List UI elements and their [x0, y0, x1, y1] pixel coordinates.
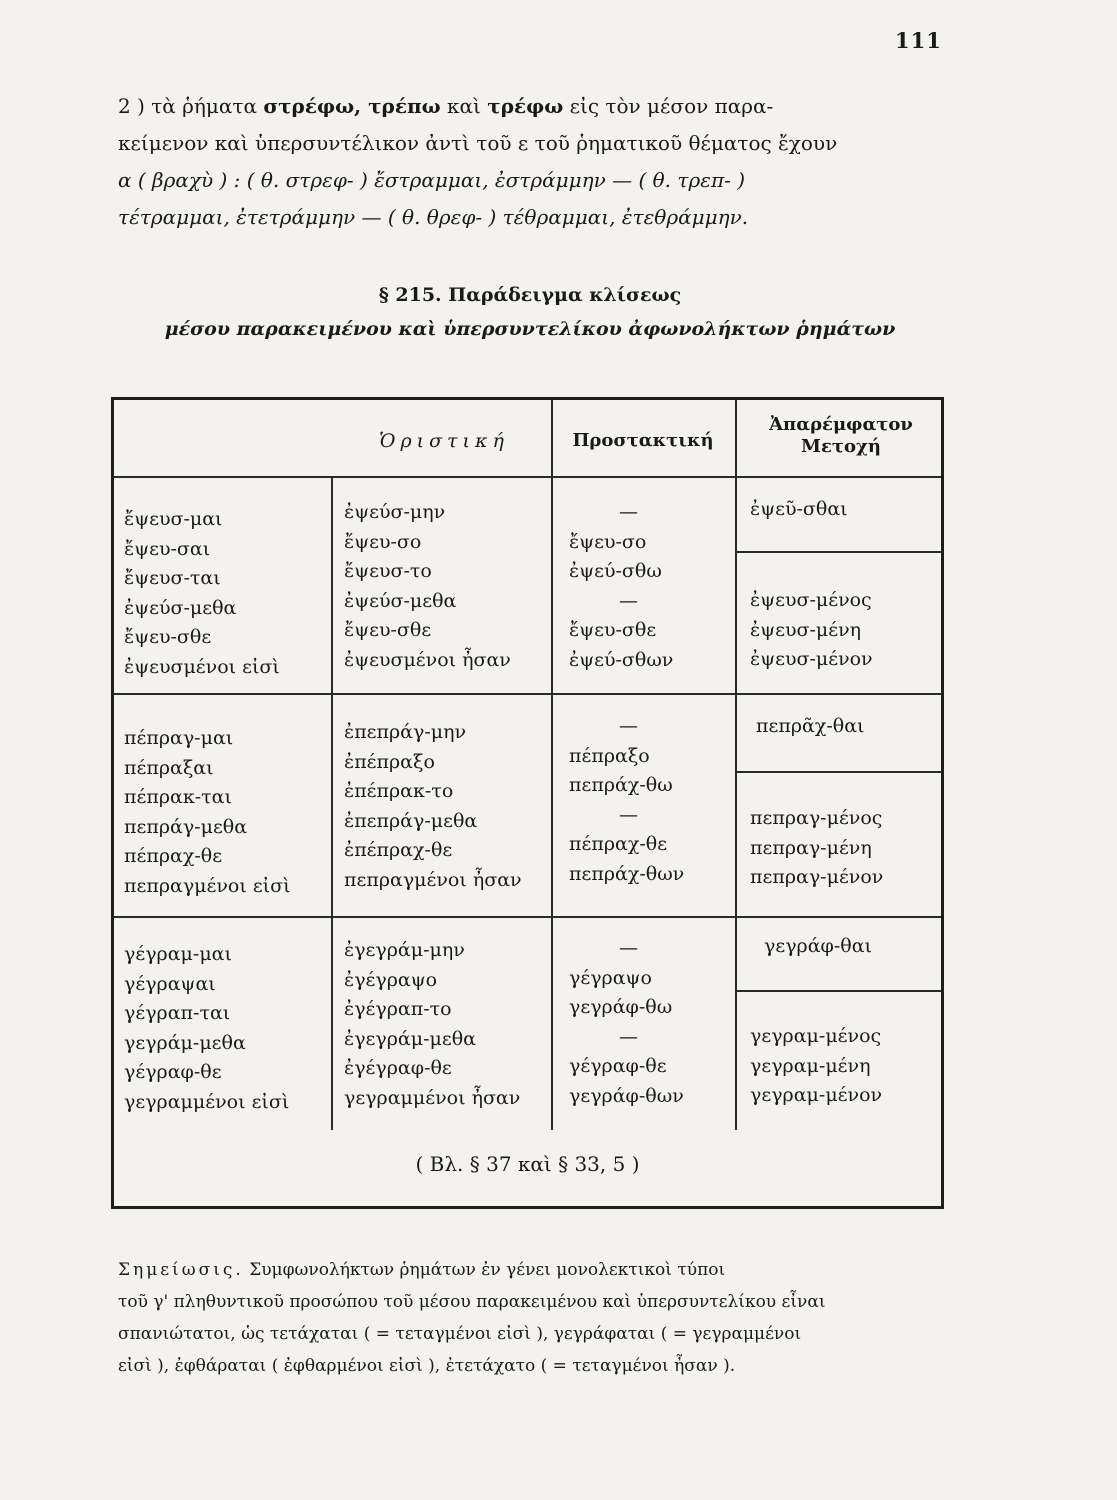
group-3-participle	[750, 1022, 882, 1111]
table-cell: πεπραγμένοι ἦσαν	[344, 868, 522, 891]
note-line-1	[118, 1254, 963, 1286]
table-cell: —	[619, 501, 638, 523]
table-cell: ἐψεύ-σθων	[569, 648, 674, 671]
table-cell: ἐγέγραφ-θε	[344, 1057, 452, 1079]
table-cell: πέπραχ-θε	[124, 845, 223, 867]
table-cell: ἐψευσμένοι ἦσαν	[344, 648, 511, 671]
note-text: Συμφωνολήκτων ῥημάτων ἐν γένει μονολεκτικοὶ τύποι	[249, 1260, 726, 1280]
table-cell: γεγραμ-μένη	[750, 1054, 871, 1077]
group-3-pluperfect	[344, 936, 520, 1113]
table-cell: ἐπέπρακ-το	[344, 780, 454, 802]
table-cell: γέγραμ-μαι	[124, 943, 232, 965]
group-1-pluperfect	[344, 498, 511, 675]
cell-divider	[735, 551, 941, 553]
header-oristiki: Ὁριστική	[379, 430, 509, 452]
table-cell: ἔψευ-σο	[569, 530, 647, 553]
table-cell: ἔψευ-σαι	[124, 537, 211, 560]
table-cell: πεπραγμένοι εἰσὶ	[124, 874, 291, 897]
table-cell: γέγραψαι	[124, 972, 216, 995]
table-cell: ἐψευσ-μένη	[750, 618, 862, 641]
table-cell: πέπραχ-θε	[569, 833, 668, 855]
table-cell: ἐγέγραπ-το	[344, 998, 452, 1020]
intro-paragraph	[118, 88, 948, 236]
intro-line-4: τέτραμμαι, ἐτετράμμην — ( θ. θρεφ- ) τέθραμμαι, ἐτεθράμμην.	[118, 205, 749, 229]
table-cell: ἐπέπραξο	[344, 750, 435, 773]
table-cell: γεγράμ-μεθα	[124, 1031, 246, 1054]
intro-line-2: κείμενον καὶ ὑπερσυντέλικον ἀντὶ τοῦ ε τοῦ ῥηματικοῦ θέματος ἔχουν	[118, 131, 838, 155]
group-2-participle	[750, 804, 883, 893]
table-cell: πεπραγ-μένον	[750, 866, 884, 888]
table-cell: ἔψευσ-ται	[124, 567, 221, 589]
group-2-pluperfect	[344, 718, 522, 895]
table-cell: ἔψευ-σθε	[569, 619, 657, 641]
note-line-2: τοῦ γ' πληθυντικοῦ προσώπου τοῦ μέσου παρακειμένου καὶ ὑπερσυντελίκου εἶναι	[118, 1292, 826, 1312]
table-cell: ἐψεύσ-μην	[344, 501, 446, 523]
group-2-infinitive	[750, 712, 864, 742]
table-cell: ἔψευσ-μαι	[124, 508, 223, 530]
table-cell: —	[619, 803, 638, 826]
header-aparemfaton: Ἀπαρέμφατον	[769, 414, 913, 435]
table-cell: γεγράφ-θων	[569, 1084, 684, 1107]
table-cell: γεγράφ-θω	[569, 996, 673, 1018]
table-cell: πέπραξαι	[124, 756, 214, 779]
group-2-imperative	[569, 712, 684, 889]
intro-bold-verbs: στρέφω, τρέπω	[263, 94, 441, 118]
note-line-4: εἰσὶ ), ἐφθάραται ( ἐφθαρμένοι εἰσὶ ), ἐτετάχατο ( = τεταγμένοι ἦσαν ).	[118, 1356, 736, 1376]
table-cell: ἔψευσ-το	[344, 560, 432, 582]
table-cell: ἐγεγράμ-μην	[344, 939, 465, 961]
table-rule	[114, 1130, 941, 1131]
table-cell: ἐπεπράγ-μην	[344, 721, 467, 743]
header-divider	[114, 476, 941, 478]
table-cell: γεγραμ-μένον	[750, 1084, 883, 1106]
intro-line-1	[118, 88, 948, 125]
table-cell: ἐψεύσ-μεθα	[344, 589, 457, 612]
table-cell: —	[619, 715, 638, 737]
section-title: § 215. Παράδειγμα κλίσεως	[378, 284, 682, 306]
table-cell: γέγραψο	[569, 966, 652, 989]
table-cell: γέγραφ-θε	[569, 1055, 667, 1077]
intro-bold-verb: τρέφω	[487, 94, 564, 118]
table-cell: πεπρᾶχ-θαι	[756, 715, 865, 737]
table-cell: γεγράφ-θαι	[764, 935, 872, 957]
table-cell: ἐψεύσ-μεθα	[124, 596, 237, 619]
page-number: 111	[895, 28, 942, 53]
table-cell: ἐπεπράγ-μεθα	[344, 809, 478, 832]
table-cell: ἔψευ-σθε	[344, 619, 432, 641]
table-cell: ἐγέγραψο	[344, 968, 438, 991]
table-cell: πεπράχ-θων	[569, 862, 685, 885]
table-cell: ἐπέπραχ-θε	[344, 839, 453, 861]
table-cell: ἔψευ-σθε	[124, 626, 212, 648]
table-cell: ἐψευσ-μένον	[750, 648, 873, 670]
table-cell: γεγραμ-μένος	[750, 1025, 882, 1047]
header-prostaktiki: Προστακτική	[572, 430, 714, 451]
table-cell: γεγραμμένοι ἦσαν	[344, 1086, 521, 1109]
header-metochi: Μετοχή	[801, 436, 881, 457]
table-cell: ἐψεύ-σθω	[569, 560, 662, 582]
table-cell: —	[619, 937, 638, 959]
column-divider	[551, 400, 553, 1130]
table-cell: γέγραφ-θε	[124, 1061, 222, 1083]
group-3-infinitive	[750, 932, 872, 962]
section-heading	[140, 278, 920, 346]
table-cell: ἐγεγράμ-μεθα	[344, 1027, 476, 1050]
column-divider	[331, 476, 333, 1130]
intro-text: 2 ) τὰ ῥήματα	[118, 94, 257, 118]
group-divider	[114, 916, 941, 918]
group-1-imperative	[569, 498, 673, 675]
table-cell: ἐψευσ-μένος	[750, 589, 872, 611]
table-cell: γέγραπ-ται	[124, 1002, 231, 1024]
note-label: Σημείωσις.	[118, 1260, 244, 1280]
cell-divider	[735, 771, 941, 773]
column-divider	[735, 400, 737, 1130]
intro-text: εἰς τὸν μέσον παρα-	[569, 94, 774, 118]
group-1-infinitive	[750, 495, 848, 525]
table-reference: ( Βλ. § 37 καὶ § 33, 5 )	[415, 1152, 640, 1176]
group-3-imperative	[569, 934, 684, 1111]
section-subtitle: μέσου παρακειμένου καὶ ὑπερσυντελίκου ἀφωνολήκτων ῥημάτων	[164, 318, 896, 340]
intro-line-3: α ( βραχὺ ) : ( θ. στρεφ- ) ἔστραμμαι, ἐστράμμην — ( θ. τρεπ- )	[118, 168, 746, 192]
group-1-perfect	[124, 505, 280, 682]
intro-text: καὶ	[447, 94, 481, 118]
table-cell: —	[619, 589, 638, 612]
footnote	[118, 1254, 963, 1382]
table-cell: πέπραγ-μαι	[124, 727, 234, 749]
table-cell: πέπραξο	[569, 744, 650, 767]
group-1-participle	[750, 586, 873, 675]
note-line-3: σπανιώτατοι, ὡς τετάχαται ( = τεταγμένοι εἰσὶ ), γεγράφαται ( = γεγραμμένοι	[118, 1324, 802, 1344]
table-cell: πέπρακ-ται	[124, 786, 232, 808]
group-2-perfect	[124, 724, 291, 901]
header-aparemfaton-metochi	[735, 414, 947, 458]
group-divider	[114, 693, 941, 695]
group-3-perfect	[124, 940, 289, 1117]
table-cell: ἐψευσμένοι εἰσὶ	[124, 655, 280, 678]
conjugation-table	[111, 397, 944, 1209]
table-cell: ἐψεῦ-σθαι	[750, 498, 848, 520]
cell-divider	[735, 990, 941, 992]
table-cell: —	[619, 1025, 638, 1048]
table-cell: πεπραγ-μένη	[750, 836, 872, 859]
table-cell: ἔψευ-σο	[344, 530, 422, 553]
table-cell: πεπραγ-μένος	[750, 807, 883, 829]
table-cell: γεγραμμένοι εἰσὶ	[124, 1090, 290, 1113]
table-cell: πεπράγ-μεθα	[124, 815, 248, 838]
table-cell: πεπράχ-θω	[569, 774, 673, 796]
